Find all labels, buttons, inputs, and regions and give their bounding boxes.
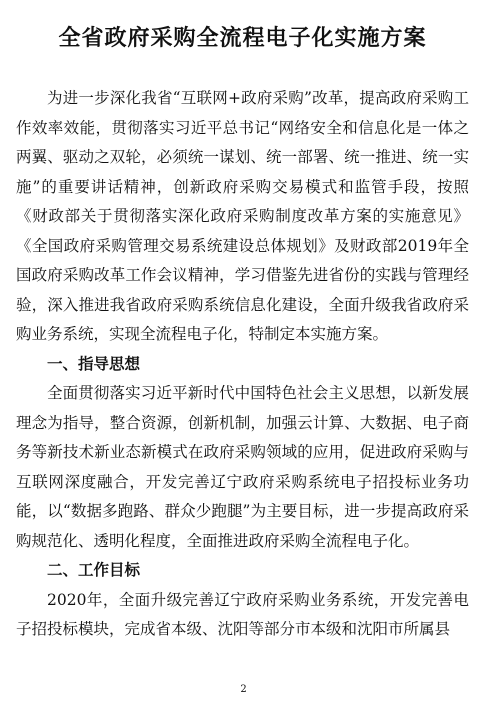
section-heading-work-goals: 二、工作目标 (47, 561, 141, 579)
section-body-work-goals: 2020年，全面升级完善辽宁政府采购业务系统，开发完善电子招投标模块，完成省本级、沈阳等部分市本级和沈阳市所属县 (16, 590, 469, 638)
page-number: 2 (240, 684, 247, 695)
section-body-guiding-ideology: 全面贯彻落实习近平新时代中国特色社会主义思想，以新发展理念为指导，整合资源，创新机制，加强云计算、大数据、电子商务等新技术新业态新模式在政府采购领域的应用，促进政府采购与互联网深度融合，开发完善辽宁政府采购系统电子招投标业务功能，以“数据多跑路、群众少跑腿”为主要目标，进一步提高政府采购规范化、透明化程度，全面推进政府采购全流程电子化。 (16, 384, 469, 550)
document-title: 全省政府采购全流程电子化实施方案 (58, 26, 427, 51)
section-heading-guiding-ideology: 一、指导思想 (47, 354, 141, 373)
intro-paragraph: 为进一步深化我省“互联网+政府采购”改革，提高政府采购工作效率效能，贯彻落实习近平总书记“网络安全和信息化是一体之两翼、驱动之双轮，必须统一谋划、统一部署、统一推进、统一实施”的重要讲话精神，创新政府采购交易模式和监管手段，按照《财政部关于贯彻落实深化政府采购制度改革方案的实施意见》《全国政府采购管理交易系统建设总体规划》及财政部2019年全国政府采购改革工作会议精神，学习借鉴先进省份的实践与管理经验，深入推进我省政府采购系统信息化建设，全面升级我省政府采购业务系统，实现全流程电子化，特制定本实施方案。 (16, 89, 469, 343)
